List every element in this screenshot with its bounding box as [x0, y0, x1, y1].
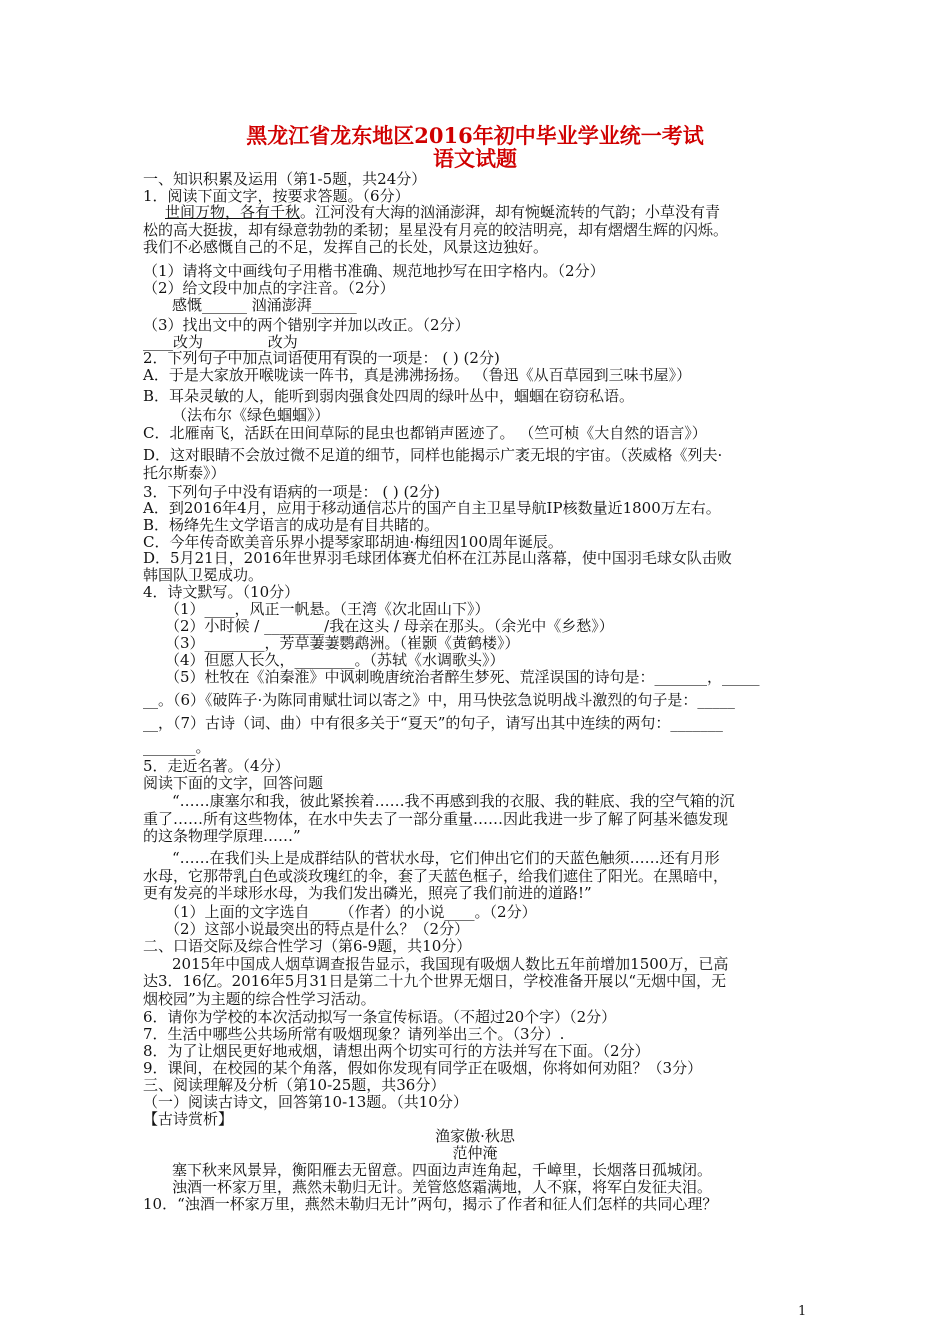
section-1-heading: 一、知识积累及运用（第1-5题，共24分）	[143, 170, 427, 188]
poem-line-1: 塞下秋来风景异，衡阳雁去无留意。四面边声连角起，千嶂里，长烟落日孤城闭。	[172, 1161, 713, 1179]
q5-sub-1: （1）上面的文字选自____（作者）的小说____。（2分）	[165, 903, 537, 921]
q4-sub-6: __。（6）《破阵子·为陈同甫赋壮词以寄之》中，用马快弦急说明战斗激烈的句子是：_____	[143, 691, 735, 709]
q3-option-b: B．杨绛先生文学语言的成功是有目共睹的。	[143, 516, 440, 534]
q3-option-d: D．5月21日，2016年世界羽毛球团体赛尤伯杯在江苏昆山落幕，使中国羽毛球女队击败	[143, 549, 732, 567]
q3-option-a: A．到2016年4月，应用于移动通信芯片的国产自主卫星导航IP核数量近1800万左右。	[143, 499, 721, 517]
section-3-heading: 三、阅读理解及分析（第10-25题，共36分）	[143, 1076, 446, 1094]
question-3: 3．下列句子中没有语病的一项是： ( ) (2分)	[143, 483, 440, 501]
q5-quote-2-line-3: 更有发亮的半球形水母，为我们发出磷光，照亮了我们前进的道路!”	[143, 884, 592, 902]
question-10: 10．“浊酒一杯家万里，燕然未勒归无计”两句，揭示了作者和征人们怎样的共同心理？	[143, 1195, 718, 1213]
underlined-sentence: 世间万物，各有千秋	[165, 203, 301, 221]
passage-line-1	[165, 203, 720, 221]
section-2-heading: 二、口语交际及综合性学习（第6-9题，共10分）	[143, 937, 472, 955]
q5-quote-1-line-1: “……康塞尔和我，彼此紧挨着……我不再感到我的衣服、我的鞋底、我的空气箱的沉	[172, 792, 735, 810]
q3-option-d-cont: 韩国队卫冕成功。	[143, 566, 264, 584]
q4-sub-7: __，（7）古诗（词、曲）中有很多关于“夏天”的句子，请写出其中连续的两句：_______	[143, 714, 723, 732]
q1-pinyin-blanks: 感慨______ 汹涌澎湃______	[172, 296, 357, 314]
passage-line-3: 我们不必感慨自己的不足，发挥自己的长处，风景这边独好。	[143, 238, 549, 256]
q2-option-d-cont: 托尔斯泰》）	[143, 464, 226, 482]
q5-instruction: 阅读下面的文字，回答问题	[143, 774, 324, 792]
q2-option-b-source: （法布尔《绿色蝈蝈》）	[172, 406, 330, 424]
question-6: 6．请你为学校的本次活动拟写一条宣传标语。（不超过20个字）（2分）	[143, 1008, 617, 1026]
q2-option-b: B．耳朵灵敏的人，能听到弱肉强食处四周的绿叶丛中，蝈蝈在窃窃私语。	[143, 387, 635, 405]
q4-sub-2: （2）小时候 / ________/我在这头 / 母亲在那头。（余光中《乡愁》）	[165, 617, 614, 635]
q2-option-c: C．北雁南飞，活跃在田间草际的昆虫也都销声匿迹了。 （竺可桢《大自然的语言》）	[143, 424, 707, 442]
q5-quote-2-line-1: “……在我们头上是成群结队的菅状水母，它们伸出它们的天蓝色触须……还有月形	[172, 849, 720, 867]
q5-quote-2-line-2: 水母，它那带乳白色或淡玫瑰红的伞，套了天蓝色框子，给我们遮住了阳光。在黑暗中，	[143, 867, 729, 885]
question-8: 8．为了让烟民更好地戒烟，请想出两个切实可行的方法并写在下面。（2分）	[143, 1042, 650, 1060]
q1-correction-blanks: ____改为________ 改为________	[143, 333, 358, 351]
question-9: 9．课间，在校园的某个角落，假如你发现有同学正在吸烟，你将如何劝阻？（3分）	[143, 1059, 703, 1077]
question-1: 1．阅读下面文字，按要求答题。（6分）	[143, 187, 410, 205]
question-5: 5．走近名著。（4分）	[143, 757, 290, 775]
q5-sub-2: （2）这部小说最突出的特点是什么？（2分）	[165, 920, 470, 938]
q4-sub-3: （3）________，芳草萋萋鹦鹉洲。（崔颢《黄鹤楼》）	[165, 634, 520, 652]
poem-appreciation-label: 【古诗赏析】	[143, 1110, 234, 1128]
q4-sub-5: （5）杜牧在《泊秦淮》中讽刺晚唐统治者醉生梦死、荒淫误国的诗句是：_______，_____	[165, 668, 760, 686]
exam-title: 黑龙江省龙东地区2016年初中毕业学业统一考试	[246, 123, 704, 148]
q1-sub-3: （3）找出文中的两个错别字并加以改正。（2分）	[143, 316, 470, 334]
q1-sub-2: （2）给文段中加点的字注音。（2分）	[143, 279, 395, 297]
q4-sub-1: （1）____，风正一帆悬。（王湾《次北固山下》）	[165, 600, 490, 618]
section-2-intro-1: 2015年中国成人烟草调查报告显示，我国现有吸烟人数比五年前增加1500万，已高	[172, 955, 729, 973]
q2-option-a: A．于是大家放开喉咙读一阵书，真是沸沸扬扬。 （鲁迅《从百草园到三味书屋》）	[143, 366, 692, 384]
poem-line-2: 浊酒一杯家万里，燕然未勒归无计。羌管悠悠霜满地，人不寐，将军白发征夫泪。	[172, 1178, 713, 1196]
poem-author: 范仲淹	[452, 1144, 498, 1162]
section-2-intro-2: 达3．16亿。2016年5月31日是第二十九个世界无烟日，学校准备开展以“无烟中国，无	[143, 972, 727, 990]
q5-quote-1-line-2: 重了……所有这些物体，在水中失去了一部分重量……因此我进一步了解了阿基米德发现	[143, 810, 729, 828]
passage-line-1-rest: 。江河没有大海的汹涌澎湃，却有惋蜒流转的气韵；小草没有青	[300, 203, 721, 221]
poem-title: 渔家傲·秋思	[435, 1127, 515, 1145]
question-7: 7．生活中哪些公共场所常有吸烟现象？请列举出三个。（3分）.	[143, 1025, 565, 1043]
question-4: 4．诗文默写。（10分）	[143, 583, 300, 601]
section-2-intro-3: 烟校园”为主题的综合性学习活动。	[143, 990, 376, 1008]
q2-option-d: D．这对眼睛不会放过微不足道的细节，同样也能揭示广袤无垠的宇宙。（茨威格《列夫·	[143, 446, 723, 464]
q4-sub-4: （4）但愿人长久，________。（苏轼《水调歌头》）	[165, 651, 505, 669]
q5-quote-1-line-3: 的这条物理学原理……”	[143, 827, 301, 845]
question-2: 2．下列句子中加点词语使用有误的一项是： ( ) (2分)	[143, 349, 500, 367]
page-number: 1	[798, 1304, 807, 1319]
subsection-1-heading: （一）阅读古诗文，回答第10-13题。（共10分）	[143, 1093, 468, 1111]
q3-option-c: C．今年传奇欧美音乐界小提琴家耶胡迪·梅纽因100周年诞辰。	[143, 533, 563, 551]
exam-subtitle: 语文试题	[433, 146, 517, 171]
q1-sub-1: （1）请将文中画线句子用楷书准确、规范地抄写在田字格内。（2分）	[143, 262, 605, 280]
q4-sub-7-cont: _______。	[143, 738, 211, 756]
passage-line-2: 松的高大挺拔，却有绿意勃勃的柔韧；星星没有月亮的皎洁明亮，却有熠熠生辉的闪烁。	[143, 221, 729, 239]
